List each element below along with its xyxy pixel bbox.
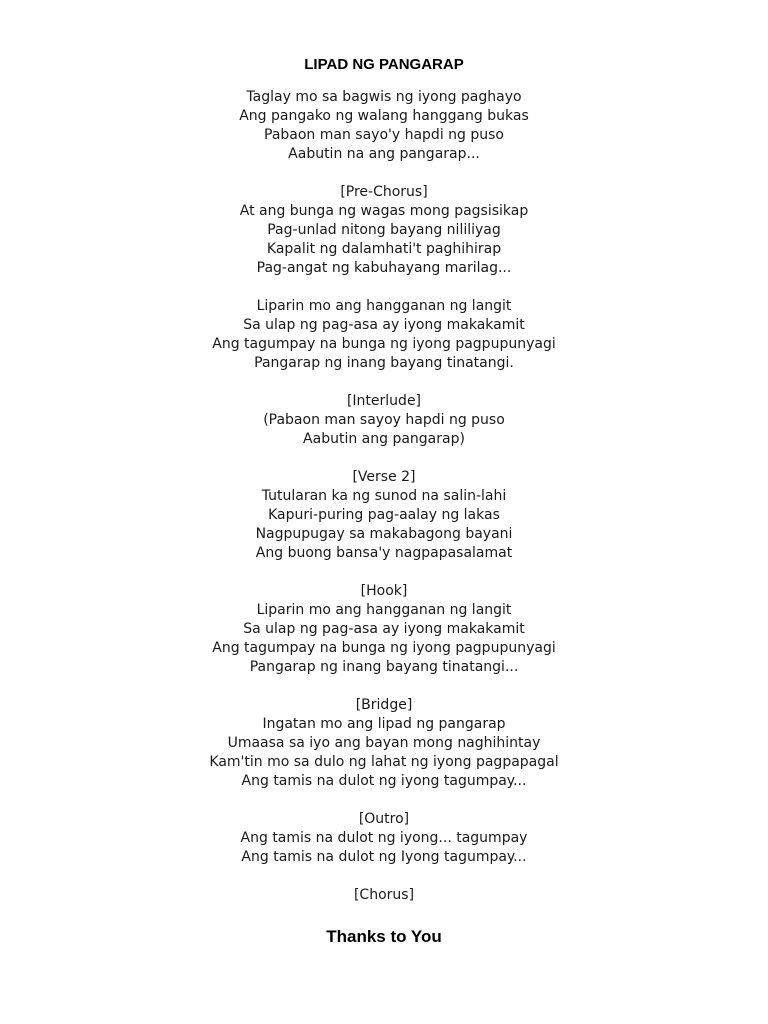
lyric-line: Umaasa sa iyo ang bayan mong naghihintay	[227, 735, 541, 751]
stanza-gap	[0, 677, 768, 696]
song-title: LIPAD NG PANGARAP	[304, 56, 464, 73]
lyric-line: Ang tamis na dulot ng iyong tagumpay...	[241, 773, 527, 789]
lyric-line: Tutularan ka ng sunod na salin-lahi	[261, 488, 507, 504]
stanza	[0, 183, 768, 278]
stanza	[0, 297, 768, 373]
lyric-line: Taglay mo sa bagwis ng iyong paghayo	[246, 89, 522, 105]
stanza	[0, 810, 768, 867]
stanza	[0, 582, 768, 677]
stanza-gap	[0, 164, 768, 183]
lyric-line: Pag-angat ng kabuhayang marilag...	[256, 260, 512, 276]
lyric-line: (Pabaon man sayoy hapdi ng puso	[263, 412, 505, 428]
lyric-line: Kapuri-puring pag-aalay ng lakas	[268, 507, 500, 523]
lyric-line: Ang pangako ng walang hanggang bukas	[239, 108, 529, 124]
stanza-gap	[0, 278, 768, 297]
stanza	[0, 886, 768, 905]
stanza	[0, 88, 768, 164]
lyric-line: At ang bunga ng wagas mong pagsisikap	[239, 203, 529, 219]
lyric-line: Kapalit ng dalamhati't paghihirap	[266, 241, 502, 257]
stanza-gap	[0, 449, 768, 468]
lyrics-body	[0, 88, 768, 905]
stanza-gap	[0, 563, 768, 582]
section-label: [Verse 2]	[352, 469, 416, 485]
footer-title: Thanks to You	[326, 927, 442, 946]
lyric-line: Ang tamis na dulot ng Iyong tagumpay...	[241, 849, 527, 865]
lyric-line: Kam'tin mo sa dulo ng lahat ng iyong pagpapagal	[209, 754, 559, 770]
stanza	[0, 392, 768, 449]
section-label: [Bridge]	[355, 697, 413, 713]
stanza	[0, 468, 768, 563]
stanza-gap	[0, 867, 768, 886]
stanza-gap	[0, 791, 768, 810]
lyric-line: Ang tamis na dulot ng iyong... tagumpay	[240, 830, 528, 846]
section-label: [Pre-Chorus]	[340, 184, 428, 200]
lyric-line: Pag-unlad nitong bayang nililiyag	[267, 222, 501, 238]
lyric-line: Ang tagumpay na bunga ng iyong pagpupunyagi	[212, 640, 556, 656]
section-label: [Hook]	[360, 583, 408, 599]
lyric-line: Pabaon man sayo'y hapdi ng puso	[264, 127, 504, 143]
lyric-line: Pangarap ng inang bayang tinatangi.	[254, 355, 514, 371]
lyric-line: Liparin mo ang hangganan ng langit	[256, 298, 512, 314]
lyric-line: Sa ulap ng pag-asa ay iyong makakamit	[243, 317, 525, 333]
lyric-line: Sa ulap ng pag-asa ay iyong makakamit	[243, 621, 525, 637]
lyric-line: Pangarap ng inang bayang tinatangi...	[249, 659, 519, 675]
section-label: [Chorus]	[353, 887, 415, 903]
lyric-line: Liparin mo ang hangganan ng langit	[256, 602, 512, 618]
lyric-line: Ingatan mo ang lipad ng pangarap	[262, 716, 506, 732]
lyric-line: Ang buong bansa'y nagpapasalamat	[255, 545, 513, 561]
lyric-line: Aabutin na ang pangarap...	[288, 146, 480, 162]
lyric-line: Aabutin ang pangarap)	[303, 431, 465, 447]
section-label: [Outro]	[358, 811, 410, 827]
lyric-line: Ang tagumpay na bunga ng iyong pagpupunyagi	[212, 336, 556, 352]
stanza-gap	[0, 373, 768, 392]
stanza	[0, 696, 768, 791]
lyric-line: Nagpupugay sa makabagong bayani	[255, 526, 513, 542]
section-label: [Interlude]	[346, 393, 422, 409]
